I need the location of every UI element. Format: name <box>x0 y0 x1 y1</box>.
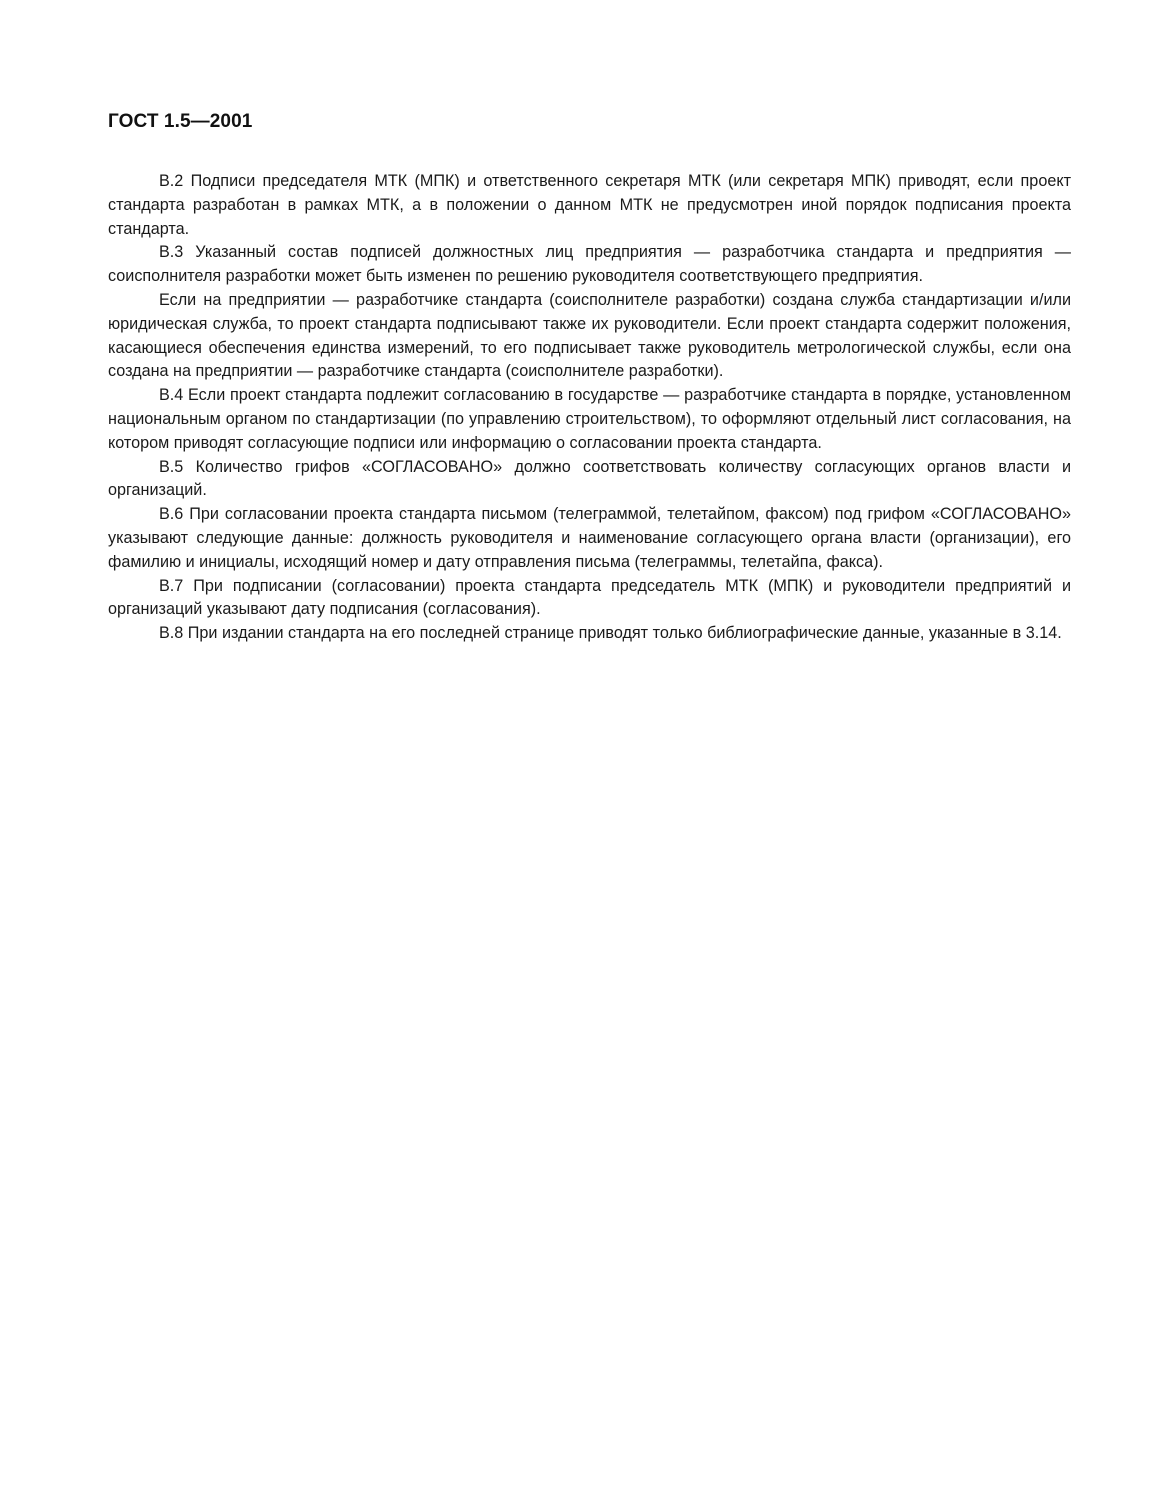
document-body <box>108 170 1071 646</box>
page-header-standard-id: ГОСТ 1.5—2001 <box>108 111 253 132</box>
paragraph-b8: В.8 При издании стандарта на его последней странице приводят только библиографические данные, указанные в 3.14. <box>159 624 1062 643</box>
paragraph-b6: В.6 При согласовании проекта стандарта письмом (телеграммой, телетайпом, факсом) под грифом «СОГЛАСОВАНО» указывают следующие данные: должность руководителя и наименование согласующего органа власти (организации), его фамилию и инициалы, исходящий номер и дату отправления письма (телеграммы, телетайпа, факса). <box>108 505 1071 571</box>
paragraph-b3-continued: Если на предприятии — разработчике стандарта (соисполнителе разработки) создана служба стандартизации и/или юридическая служба, то проект стандарта подписывают также их руководители. Если проект стандарта содержит положения, касающиеся обеспечения единства измерений, то его подписывает также руководитель метрологической службы, если она создана на предприятии — разработчике стандарта (соисполнителе разработки). <box>108 290 1071 381</box>
paragraph-b2: В.2 Подписи председателя МТК (МПК) и ответственного секретаря МТК (или секретаря МПК) приводят, если проект стандарта разработан в рамках МТК, а в положении о данном МТК не предусмотрен иной порядок подписания проекта стандарта. <box>108 172 1071 238</box>
paragraph-b5: В.5 Количество грифов «СОГЛАСОВАНО» должно соответствовать количеству согласующих органов власти и организаций. <box>108 457 1071 500</box>
paragraph-b4: В.4 Если проект стандарта подлежит согласованию в государстве — разработчике стандарта в порядке, установленном национальным органом по стандартизации (по управлению строительством), то оформляют отдельный лист согласования, на котором приводят согласующие подписи или информацию о согласовании проекта стандарта. <box>108 386 1071 452</box>
paragraph-b7: В.7 При подписании (согласовании) проекта стандарта председатель МТК (МПК) и руководители предприятий и организаций указывают дату подписания (согласования). <box>108 576 1071 619</box>
paragraph-b3: В.3 Указанный состав подписей должностных лиц предприятия — разработчика стандарта и предприятия — соисполнителя разработки может быть изменен по решению руководителя соответствующего предприятия. <box>108 243 1071 286</box>
